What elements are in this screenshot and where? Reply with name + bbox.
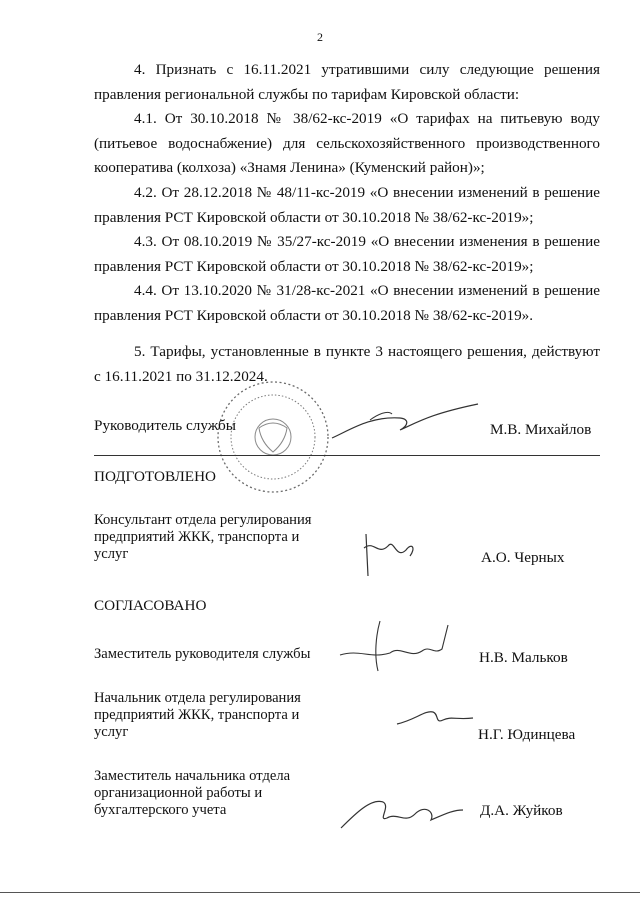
page-number: 2 [317,30,323,44]
agreed-signer-1-signature-icon [330,615,470,680]
prepared-name: А.О. Черных [481,549,565,566]
prepared-heading: ПОДГОТОВЛЕНО [94,468,217,485]
separator-line [94,455,600,456]
paragraph-4-3: 4.3. От 08.10.2019 № 35/27-кс-2019 «О внесении изменения в решение правления РСТ Кировской области от 30.10.2018 № 38/62-кс-2019»; [94,233,600,275]
agreed-signer-2-signature-icon [395,706,475,731]
prepared-position: Консультант отдела регулирования предприятий ЖКК, транспорта и услуг [94,512,312,562]
prepared-signature-icon [360,530,420,580]
official-seal-icon [214,378,332,496]
paragraph-4: 4. Признать с 16.11.2021 утратившими силу следующие решения правления региональной службы по тарифам Кировской области: [94,61,600,103]
agreed-signer-2-position: Начальник отдела регулирования предприятий ЖКК, транспорта и услуг [94,690,301,740]
paragraph-5: 5. Тарифы, установленные в пункте 3 настоящего решения, действуют с 16.11.2021 по 31.12.2024. [94,343,600,385]
agreed-signer-1-name: Н.В. Мальков [479,649,568,666]
agreed-signer-1-position: Заместитель руководителя службы [94,646,311,662]
paragraph-4-4: 4.4. От 13.10.2020 № 31/28-кс-2021 «О внесении изменений в решение правления РСТ Кировской области от 30.10.2018 № 38/62-кс-2019». [94,282,600,324]
paragraph-4-1: 4.1. От 30.10.2018 № 38/62-кс-2019 «О тарифах на питьевую воду (питьевое водоснабжение) для сельскохозяйственного производственного кооператива (колхоза) «Знамя Ленина» (Куменский район)»; [94,110,600,176]
head-signature-icon [330,400,480,445]
agreed-heading: СОГЛАСОВАНО [94,597,207,614]
agreed-signer-3-signature-icon [335,790,465,835]
page-bottom-edge [0,892,640,893]
agreed-signer-3-position: Заместитель начальника отдела организационной работы и бухгалтерского учета [94,768,291,818]
paragraph-4-2: 4.2. От 28.12.2018 № 48/11-кс-2019 «О внесении изменений в решение правления РСТ Кировской области от 30.10.2018 № 38/62-кс-2019»; [94,184,600,226]
head-name: М.В. Михайлов [490,421,592,438]
agreed-signer-3-name: Д.А. Жуйков [480,802,563,819]
agreed-signer-2-name: Н.Г. Юдинцева [478,726,576,743]
head-position: Руководитель службы [94,417,236,434]
